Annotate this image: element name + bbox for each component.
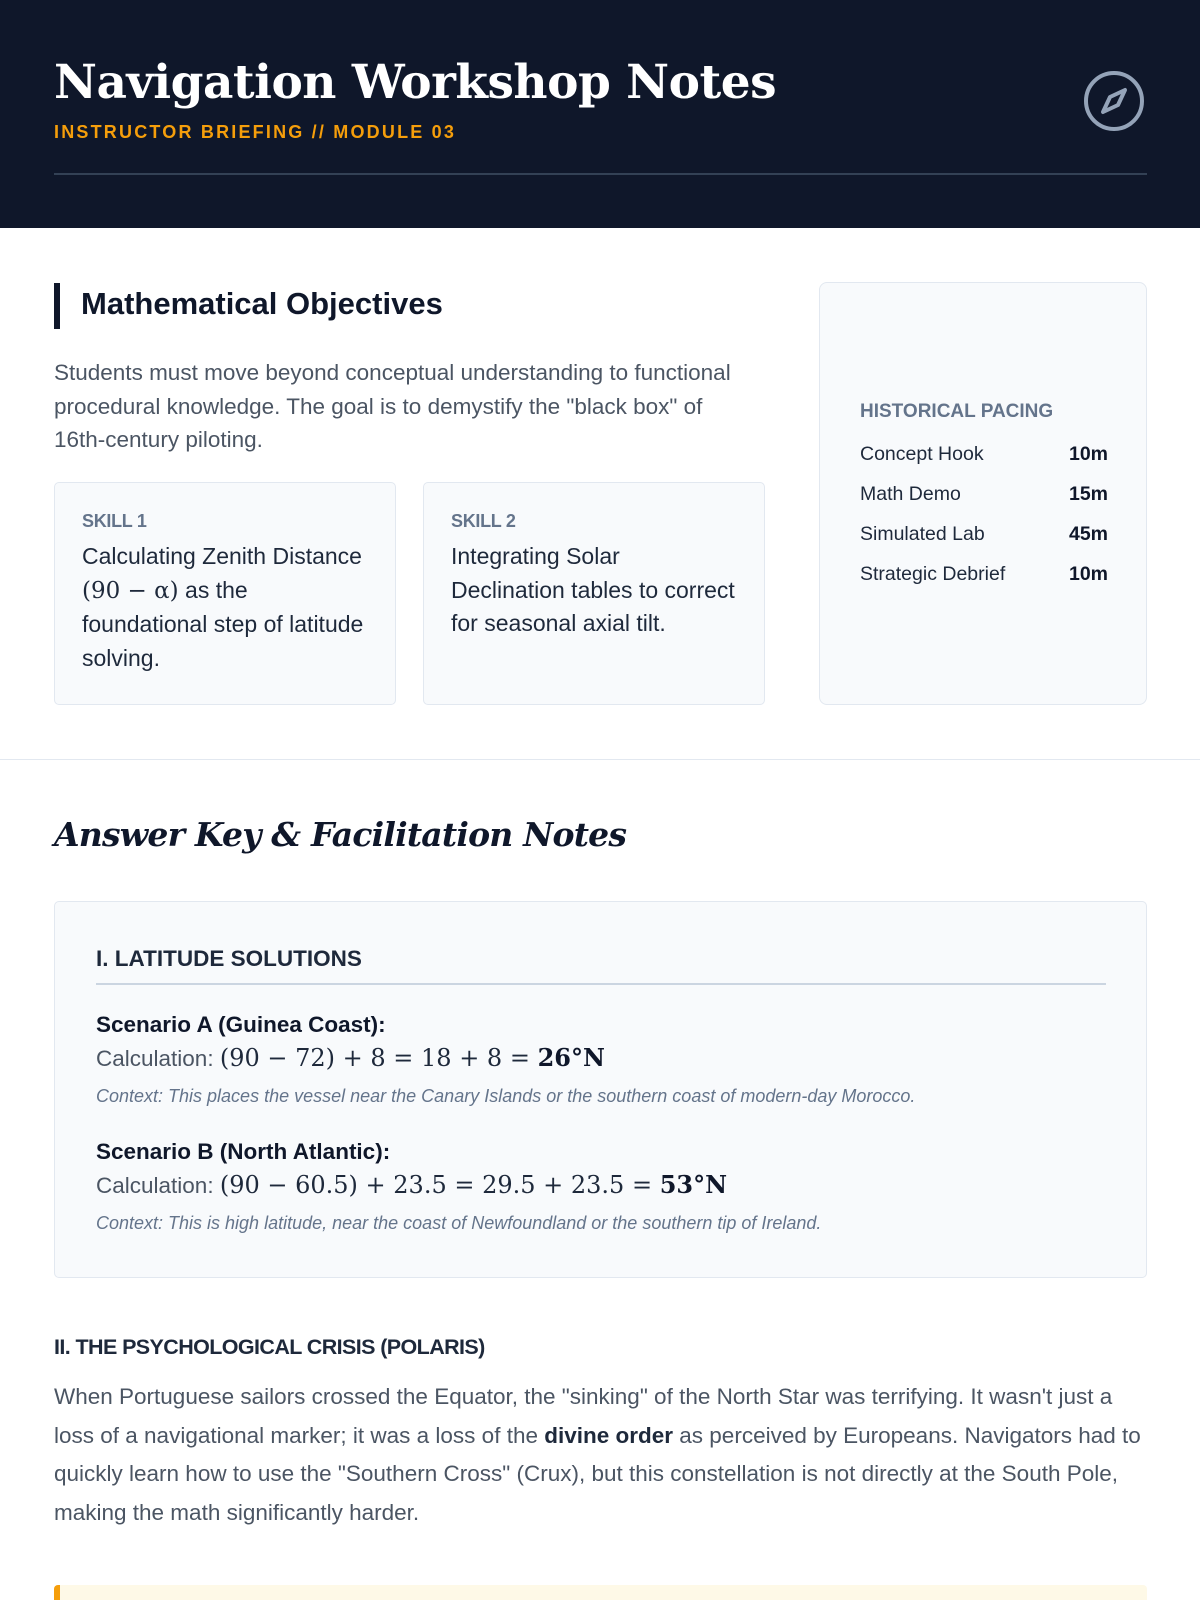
skill-description: Integrating Solar Declination tables to correct for seasonal axial tilt. <box>451 543 735 636</box>
pacing-row <box>860 439 1108 469</box>
scenario-context: Context: This is high latitude, near the coast of Newfoundland or the southern tip of Ireland. <box>96 1213 822 1233</box>
scenario-title: Scenario B (North Atlantic): <box>96 1139 391 1164</box>
scenario-title: Scenario A (Guinea Coast): <box>96 1012 386 1037</box>
section-divider <box>0 759 1200 760</box>
objectives-heading: Mathematical Objectives <box>81 286 443 321</box>
page-title: Navigation Workshop Notes <box>54 55 777 110</box>
pacing-row <box>860 479 1108 509</box>
skill-card-1 <box>54 482 396 705</box>
calculation-result: 26°N <box>537 1043 605 1072</box>
emphasis-text: divine order <box>544 1422 674 1448</box>
calculation-result: 53°N <box>659 1170 728 1199</box>
skill-label: SKILL 1 <box>82 511 147 531</box>
pacing-label: Math Demo <box>860 482 961 505</box>
heading-accent-bar <box>54 283 60 329</box>
page-header <box>0 0 1200 228</box>
pacing-panel <box>819 282 1147 705</box>
pacing-label: Concept Hook <box>860 442 984 465</box>
calculation-expression: (90 − 60.5) + 23.5 = 29.5 + 23.5 = 53°N <box>219 1170 728 1199</box>
pacing-label: Simulated Lab <box>860 522 985 545</box>
objectives-description: Students must move beyond conceptual understanding to functional procedural knowledge. The goal is to demystify the "black box" of 16th-century piloting. <box>54 360 731 452</box>
pacing-duration: 15m <box>1068 482 1108 505</box>
page-subtitle: INSTRUCTOR BRIEFING // MODULE 03 <box>54 122 457 142</box>
latitude-solutions-panel <box>54 901 1147 1278</box>
pacing-row <box>860 559 1108 589</box>
latitude-solutions-title: I. LATITUDE SOLUTIONS <box>96 946 362 971</box>
callout-box <box>54 1585 1147 1600</box>
pacing-row <box>860 519 1108 549</box>
crisis-heading: II. THE PSYCHOLOGICAL CRISIS (POLARIS) <box>54 1335 485 1359</box>
calculation-expression: (90 − 72) + 8 = 18 + 8 = 26°N <box>219 1043 605 1072</box>
skill-card-2 <box>423 482 765 705</box>
scenario-calculation: Calculation: (90 − 60.5) + 23.5 = 29.5 + 23.5 = 53°N <box>96 1170 728 1199</box>
zenith-formula: (90 − α) <box>82 577 179 604</box>
scenario-context: Context: This places the vessel near the Canary Islands or the southern coast of modern-day Morocco. <box>96 1086 916 1106</box>
skill-description: Calculating Zenith Distance (90 − α) as the foundational step of latitude solving. <box>82 543 364 671</box>
skill-label: SKILL 2 <box>451 511 516 531</box>
pacing-duration: 10m <box>1068 442 1108 465</box>
pacing-duration: 10m <box>1068 562 1108 585</box>
crisis-paragraph: When Portuguese sailors crossed the Equator, the "sinking" of the North Star was terrifying. It wasn't just a loss of a navigational marker; it was a loss of the divine order as perceived by Europeans. Navigators had to quickly learn how to use the "Southern Cross" (Crux), but this constellation is not directly at the South Pole, making the math significantly harder. <box>54 1384 1141 1525</box>
scenario-calculation: Calculation: (90 − 72) + 8 = 18 + 8 = 26°N <box>96 1043 605 1072</box>
pacing-title: HISTORICAL PACING <box>860 401 1054 422</box>
answer-key-heading: Answer Key & Facilitation Notes <box>54 815 627 854</box>
compass-icon <box>1081 68 1147 134</box>
pacing-label: Strategic Debrief <box>860 562 1006 585</box>
pacing-duration: 45m <box>1068 522 1108 545</box>
header-divider <box>54 173 1147 175</box>
panel-divider <box>96 983 1106 985</box>
